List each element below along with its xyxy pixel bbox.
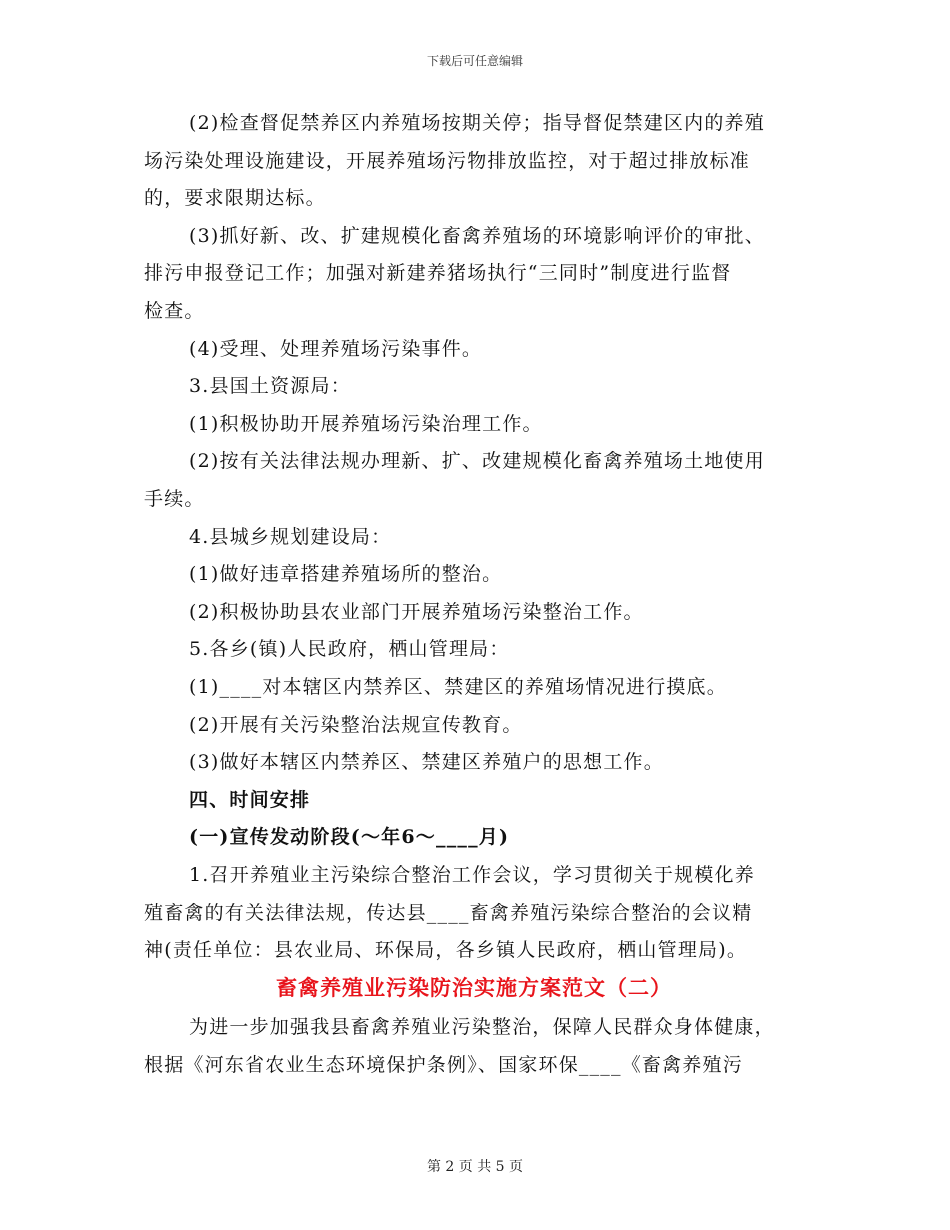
text-line: 为进一步加强我县畜禽养殖业污染整治，保障人民群众身体健康， — [189, 1016, 775, 1039]
text-line: (1)____对本辖区内禁养区、禁建区的养殖场情况进行摸底。 — [189, 676, 727, 698]
text-line: 神(责任单位：县农业局、环保局，各乡镇人民政府，栖山管理局)。 — [144, 939, 748, 962]
text-line: (2)按有关法律法规办理新、扩、改建规模化畜禽养殖场土地使用 — [189, 450, 765, 473]
text-line: (1)做好违章搭建养殖场所的整治。 — [189, 563, 503, 586]
text-line: 排污申报登记工作；加强对新建养猪场执行“三同时”制度进行监督 — [144, 262, 732, 285]
text-line: 殖畜禽的有关法律法规，传达县____畜禽养殖污染综合整治的会议精 — [144, 901, 753, 924]
page-header: 下载后可任意编辑 — [426, 54, 523, 68]
text-line: 5.各乡(镇)人民政府，栖山管理局： — [189, 638, 510, 661]
text-line: (2)检查督促禁养区内养殖场按期关停；指导督促禁建区内的养殖 — [189, 112, 765, 134]
text-line: 1.召开养殖业主污染综合整治工作会议，学习贯彻关于规模化养 — [189, 864, 755, 886]
text-line: 4.县城乡规划建设局： — [189, 525, 392, 548]
page-footer: 第 2 页 共 5 页 — [426, 1159, 524, 1175]
text-line: (1)积极协助开展养殖场污染治理工作。 — [189, 412, 543, 435]
text-line: (3)做好本辖区内禁养区、禁建区养殖户的思想工作。 — [189, 751, 664, 774]
text-line: 的，要求限期达标。 — [144, 187, 326, 210]
text-line: 场污染处理设施建设，开展养殖场污物排放监控，对于超过排放标准 — [144, 149, 751, 172]
text-line: 根据《河东省农业生态环境保护条例》、国家环保____《畜禽养殖污 — [144, 1053, 743, 1076]
section-title: 畜禽养殖业污染防治实施方案范文（二） — [276, 975, 672, 1001]
text-line: (2)开展有关污染整治法规宣传教育。 — [189, 713, 523, 736]
text-line: (3)抓好新、改、扩建规模化畜禽养殖场的环境影响评价的审批、 — [189, 224, 765, 247]
text-line: (2)积极协助县农业部门开展养殖场污染整治工作。 — [189, 600, 644, 623]
text-line: (一)宣传发动阶段(～年6～____月) — [189, 826, 510, 849]
text-line: 四、时间安排 — [189, 788, 311, 811]
text-line: 手续。 — [144, 488, 205, 510]
text-line: (4)受理、处理养殖场污染事件。 — [189, 337, 483, 360]
text-line: 3.县国土资源局： — [189, 375, 351, 398]
text-line: 检查。 — [144, 300, 205, 322]
